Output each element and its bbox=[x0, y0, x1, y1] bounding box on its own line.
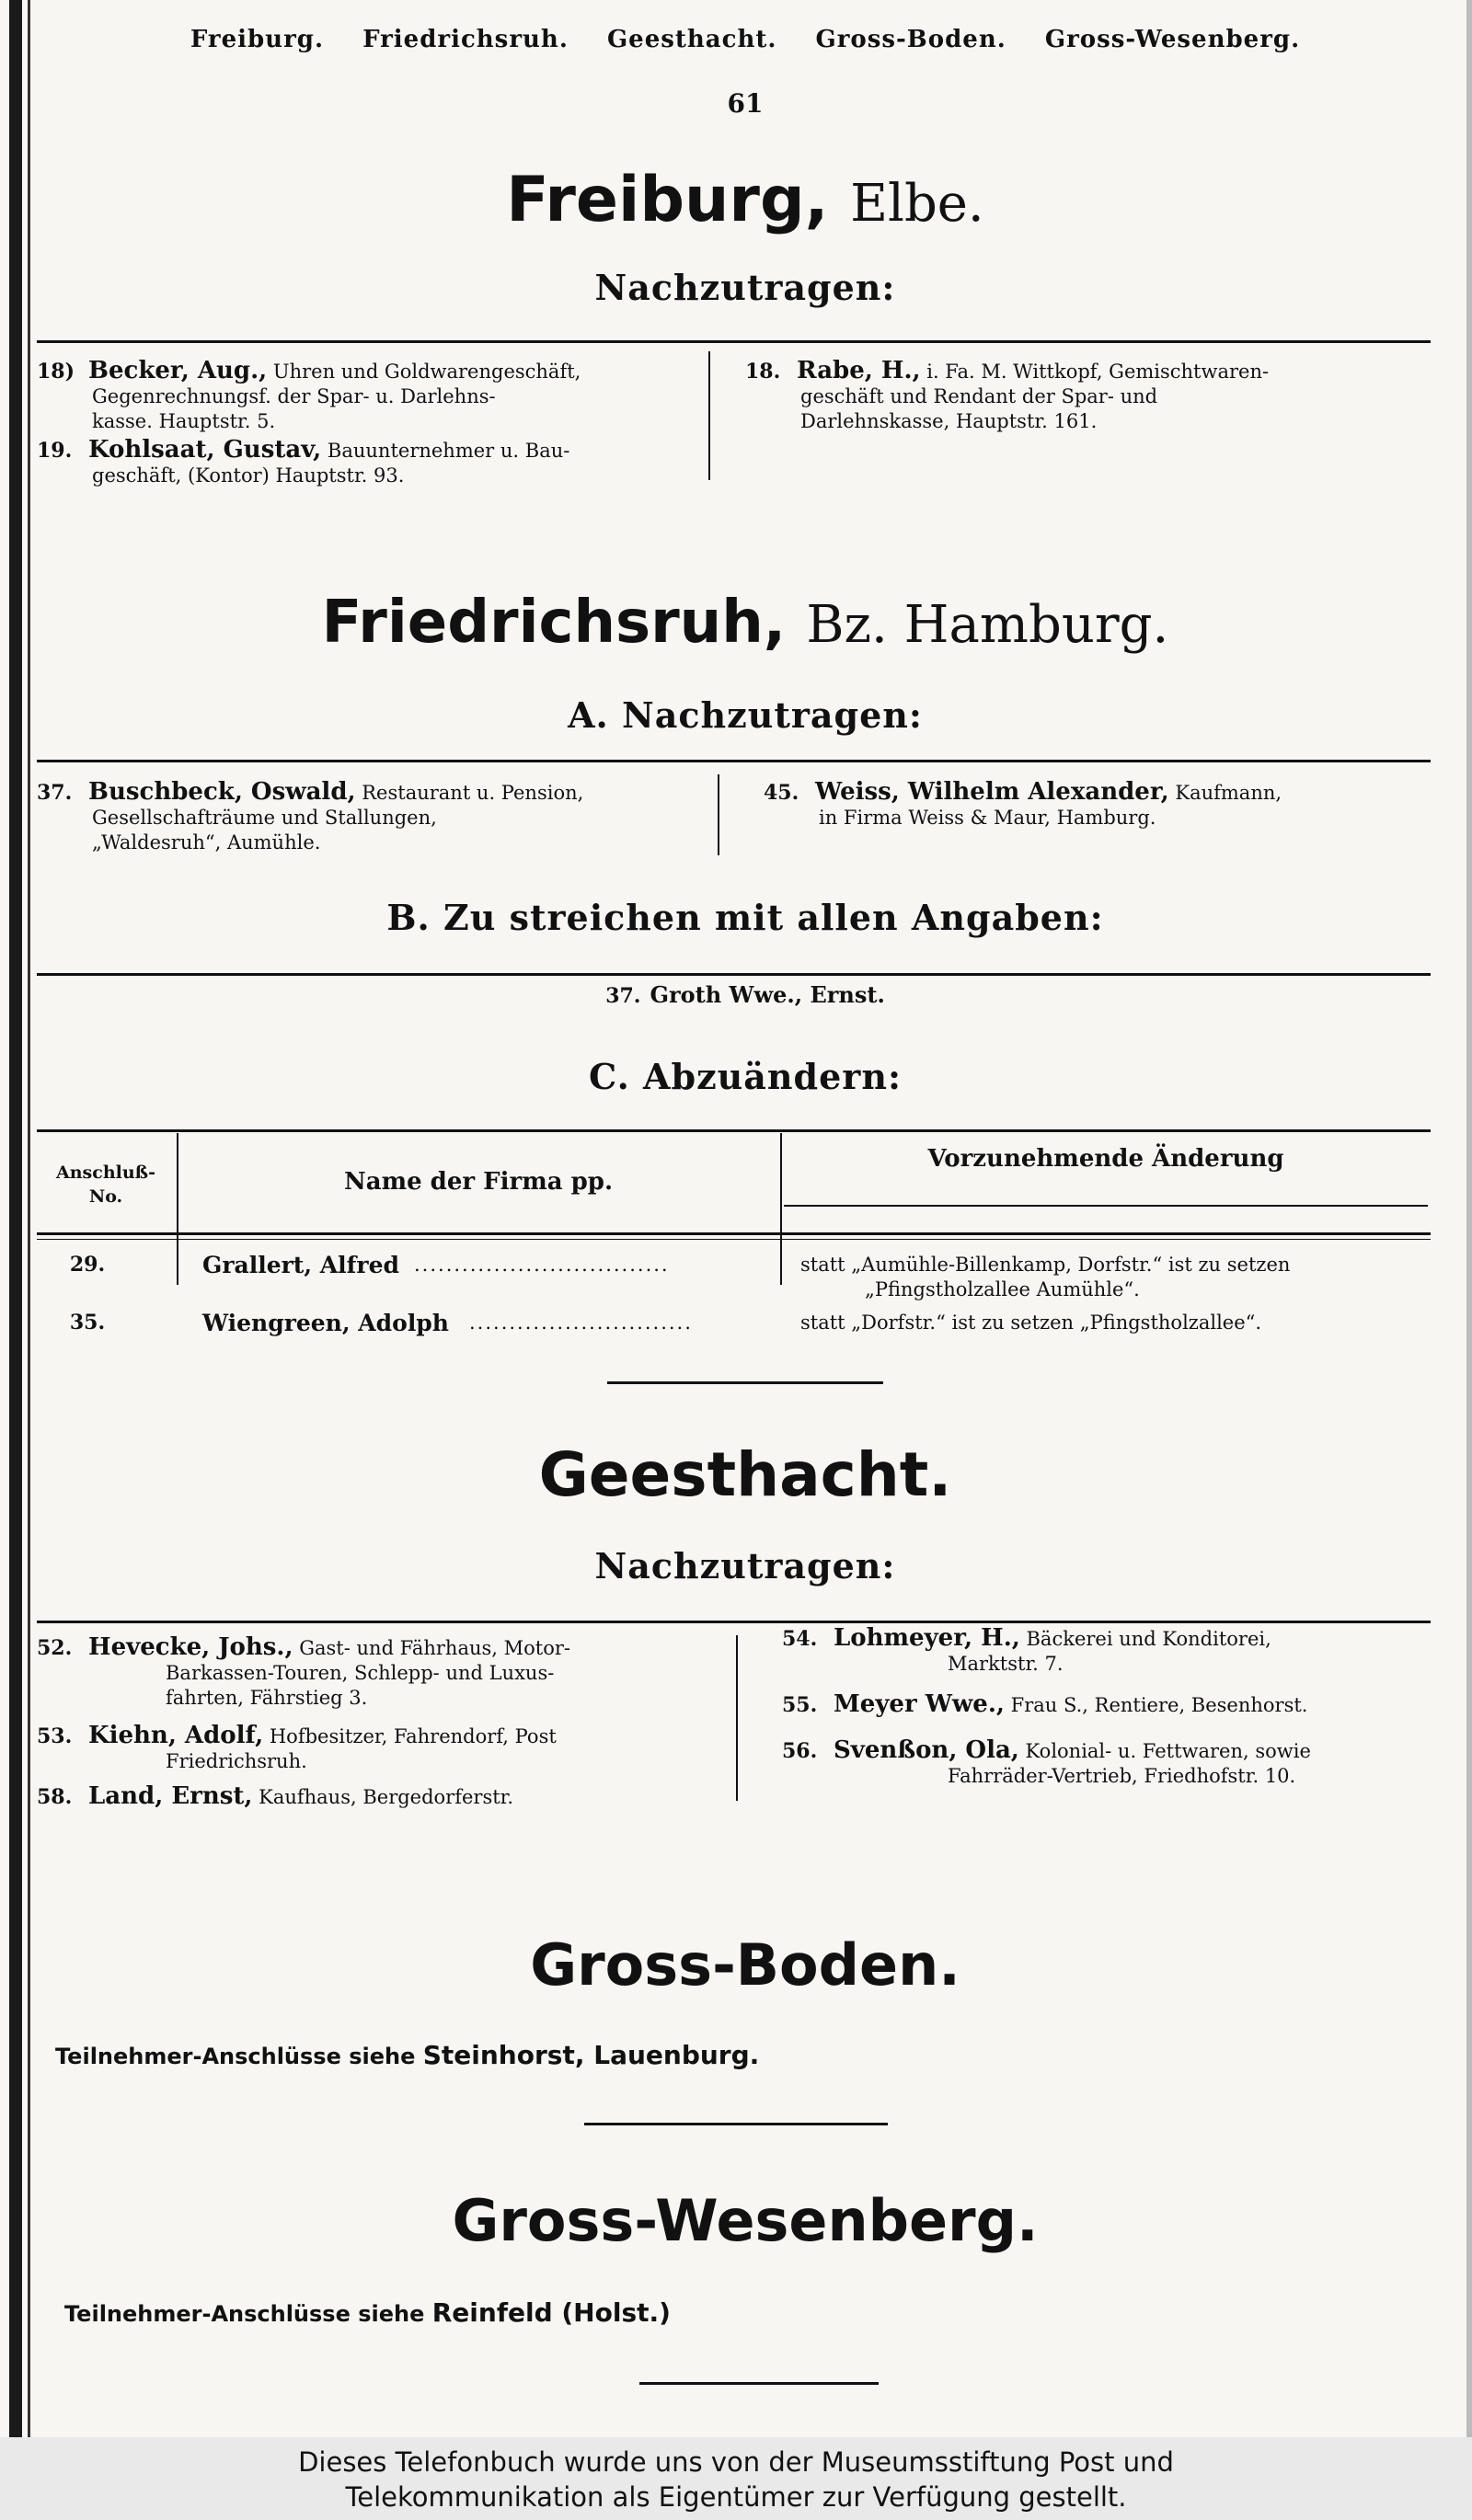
list-item bbox=[37, 438, 699, 488]
entry-text: Kaufhaus, Bergedorferstr. bbox=[259, 1786, 514, 1808]
entry-text: Bauunternehmer u. Bau- bbox=[327, 440, 570, 462]
section-end-rule bbox=[584, 2123, 888, 2125]
entry-name: Meyer Wwe., bbox=[834, 1690, 1005, 1718]
list-item bbox=[37, 982, 1454, 1009]
entry-number: 37. bbox=[37, 781, 73, 805]
entry-text: Gesellschafträume und Stallungen, bbox=[92, 807, 437, 829]
page-number: 61 bbox=[727, 88, 764, 119]
entry-name: Land, Ernst, bbox=[88, 1782, 253, 1810]
binding-edge bbox=[9, 0, 22, 2437]
entry-text: Kolonial- u. Fettwaren, sowie bbox=[1025, 1740, 1311, 1762]
entry-name: Kiehn, Adolf, bbox=[88, 1722, 264, 1749]
entry-text: „Waldesruh“, Aumühle. bbox=[92, 831, 321, 853]
entry-text: geschäft, (Kontor) Hauptstr. 93. bbox=[92, 464, 405, 487]
entry-name: Lohmeyer, H., bbox=[834, 1624, 1020, 1652]
table-header-text: Anschluß- bbox=[56, 1163, 155, 1183]
entry-text: fahrten, Fährstieg 3. bbox=[166, 1687, 368, 1709]
list-item bbox=[745, 336, 1444, 434]
list-item bbox=[37, 780, 708, 855]
entry-text: Fahrräder-Vertrieb, Friedhofstr. 10. bbox=[948, 1765, 1296, 1787]
table-head-bottom-rule bbox=[37, 1239, 1431, 1240]
cross-reference-note bbox=[55, 2040, 759, 2070]
entry-number: 18) bbox=[37, 360, 75, 384]
rule bbox=[37, 1621, 1431, 1623]
cross-reference-note bbox=[64, 2297, 671, 2328]
place-title-freiburg bbox=[37, 164, 1454, 236]
column-divider bbox=[718, 774, 719, 855]
entry-number: 55. bbox=[782, 1693, 818, 1717]
table-top-rule bbox=[37, 1129, 1431, 1132]
page-content bbox=[37, 0, 1454, 2437]
entry-number: 18. bbox=[745, 360, 781, 384]
table-cell-leader: ............................ bbox=[469, 1312, 693, 1334]
table-cell-firma: Wiengreen, Adolph bbox=[202, 1310, 449, 1336]
place-name: Friedrichsruh, bbox=[321, 589, 787, 657]
footer-line: Telekommunikation als Eigentümer zur Verfügung gestellt. bbox=[345, 2481, 1127, 2513]
entry-text: in Firma Weiss & Maur, Hamburg. bbox=[819, 807, 1156, 829]
running-head-item: Friedrichsruh. bbox=[362, 26, 569, 53]
entry-number: 56. bbox=[782, 1739, 818, 1763]
note-place: Steinhorst, Lauenburg. bbox=[422, 2040, 760, 2070]
table-head-rule bbox=[784, 1205, 1428, 1207]
entry-text: Darlehnskasse, Hauptstr. 161. bbox=[800, 410, 1098, 432]
table-cell-firma: Grallert, Alfred bbox=[202, 1252, 399, 1278]
note-prefix: Teilnehmer-Anschlüsse siehe bbox=[55, 2044, 416, 2069]
entry-name: Groth Wwe., Ernst. bbox=[650, 981, 885, 1008]
table-header-firma: Name der Firma pp. bbox=[343, 1168, 614, 1196]
entry-number: 37. bbox=[605, 984, 641, 1008]
table-cell-leader: ................................ bbox=[414, 1254, 670, 1276]
entry-number: 52. bbox=[37, 1636, 73, 1660]
section-end-rule bbox=[607, 1381, 883, 1384]
entry-text: Frau S., Rentiere, Besenhorst. bbox=[1010, 1694, 1308, 1716]
entry-text: Bäckerei und Konditorei, bbox=[1026, 1628, 1271, 1650]
place-title-gross-boden: Gross-Boden. bbox=[530, 1931, 960, 1999]
page-edge bbox=[1466, 0, 1472, 2437]
list-item bbox=[764, 775, 1444, 830]
place-subtitle: Bz. Hamburg. bbox=[806, 595, 1169, 655]
table-cell-change: statt „Dorfstr.“ ist zu setzen „Pfingstholzallee“. bbox=[800, 1312, 1262, 1334]
place-name: Freiburg, bbox=[506, 164, 829, 236]
note-prefix: Teilnehmer-Anschlüsse siehe bbox=[64, 2301, 425, 2327]
entry-text: Kaufmann, bbox=[1175, 782, 1282, 804]
entry-name: Buschbeck, Oswald, bbox=[88, 778, 356, 806]
list-item bbox=[782, 1738, 1454, 1789]
rule bbox=[37, 760, 1431, 762]
list-item bbox=[37, 359, 699, 434]
entry-number: 19. bbox=[37, 439, 73, 463]
table-cell-number: 29. bbox=[69, 1253, 106, 1277]
table-row bbox=[37, 1252, 1454, 1300]
section-head-streichen: B. Zu streichen mit allen Angaben: bbox=[386, 897, 1104, 938]
entry-text: Uhren und Goldwarengeschäft, bbox=[272, 361, 581, 383]
list-item bbox=[782, 1626, 1454, 1677]
table-header-text: No. bbox=[88, 1186, 123, 1207]
entry-text: Restaurant u. Pension, bbox=[362, 782, 584, 804]
entry-number: 45. bbox=[764, 781, 799, 805]
list-item bbox=[782, 1692, 1454, 1718]
entry-text: Hofbesitzer, Fahrendorf, Post bbox=[269, 1725, 557, 1747]
entry-name: Rabe, H., bbox=[797, 357, 921, 384]
place-title-geesthacht: Geesthacht. bbox=[538, 1439, 952, 1510]
list-item bbox=[37, 1635, 727, 1711]
binding-edge-line bbox=[28, 0, 30, 2437]
entry-name: Weiss, Wilhelm Alexander, bbox=[815, 778, 1169, 806]
running-head-item: Gross-Boden. bbox=[815, 26, 1006, 53]
footer-line: Dieses Telefonbuch wurde uns von der Museumsstiftung Post und bbox=[298, 2446, 1174, 2478]
table-header-number bbox=[37, 1161, 175, 1208]
entry-text: geschäft und Rendant der Spar- und bbox=[800, 385, 1158, 407]
section-end-rule bbox=[639, 2382, 879, 2385]
entry-text: Barkassen-Touren, Schlepp- und Luxus- bbox=[166, 1662, 555, 1684]
running-head bbox=[37, 26, 1454, 53]
entry-text: Marktstr. 7. bbox=[948, 1653, 1064, 1675]
running-head-item: Gross-Wesenberg. bbox=[1044, 26, 1301, 53]
column-divider bbox=[708, 351, 710, 480]
entry-name: Hevecke, Johs., bbox=[88, 1633, 293, 1661]
entry-name: Becker, Aug., bbox=[88, 357, 268, 384]
running-head-item: Geesthacht. bbox=[606, 26, 777, 53]
table-row bbox=[37, 1311, 1454, 1335]
entry-number: 54. bbox=[782, 1627, 818, 1651]
entry-name: Kohlsaat, Gustav, bbox=[88, 436, 322, 464]
entry-text: Friedrichsruh. bbox=[166, 1750, 307, 1772]
section-head-nachzutragen: A. Nachzutragen: bbox=[568, 694, 923, 736]
entry-text: Gegenrechnungsf. der Spar- u. Darlehns- bbox=[92, 385, 496, 407]
rule bbox=[37, 973, 1431, 976]
place-title-gross-wesenberg: Gross-Wesenberg. bbox=[452, 2187, 1039, 2254]
running-head-item: Freiburg. bbox=[190, 26, 325, 53]
column-divider bbox=[736, 1635, 738, 1801]
list-item bbox=[37, 1724, 727, 1774]
place-subtitle: Elbe. bbox=[850, 174, 984, 234]
section-head-nachzutragen: Nachzutragen: bbox=[594, 1545, 896, 1586]
entry-name: Svenßon, Ola, bbox=[834, 1736, 1019, 1764]
provenance-footer bbox=[0, 2437, 1472, 2520]
note-place: Reinfeld (Holst.) bbox=[431, 2297, 671, 2328]
entry-text: i. Fa. M. Wittkopf, Gemischtwaren- bbox=[926, 361, 1270, 383]
table-cell-number: 35. bbox=[69, 1311, 106, 1334]
entry-number: 53. bbox=[37, 1724, 73, 1748]
table-cell-change: statt „Aumühle-Billenkamp, Dorfstr.“ ist zu setzen bbox=[800, 1254, 1291, 1276]
table-header-aenderung: Vorzunehmende Änderung bbox=[927, 1145, 1284, 1173]
table-cell-change: „Pfingstholzallee Aumühle“. bbox=[865, 1278, 1140, 1300]
place-title-friedrichsruh bbox=[37, 589, 1454, 657]
table-head-bottom-rule bbox=[37, 1232, 1431, 1235]
entry-text: Gast- und Fährhaus, Motor- bbox=[299, 1637, 570, 1659]
section-head-abzuaendern: C. Abzuändern: bbox=[589, 1056, 902, 1097]
entry-text: kasse. Hauptstr. 5. bbox=[92, 410, 276, 432]
list-item bbox=[37, 1784, 727, 1810]
entry-number: 58. bbox=[37, 1785, 73, 1809]
section-head-nachzutragen: Nachzutragen: bbox=[594, 267, 896, 308]
